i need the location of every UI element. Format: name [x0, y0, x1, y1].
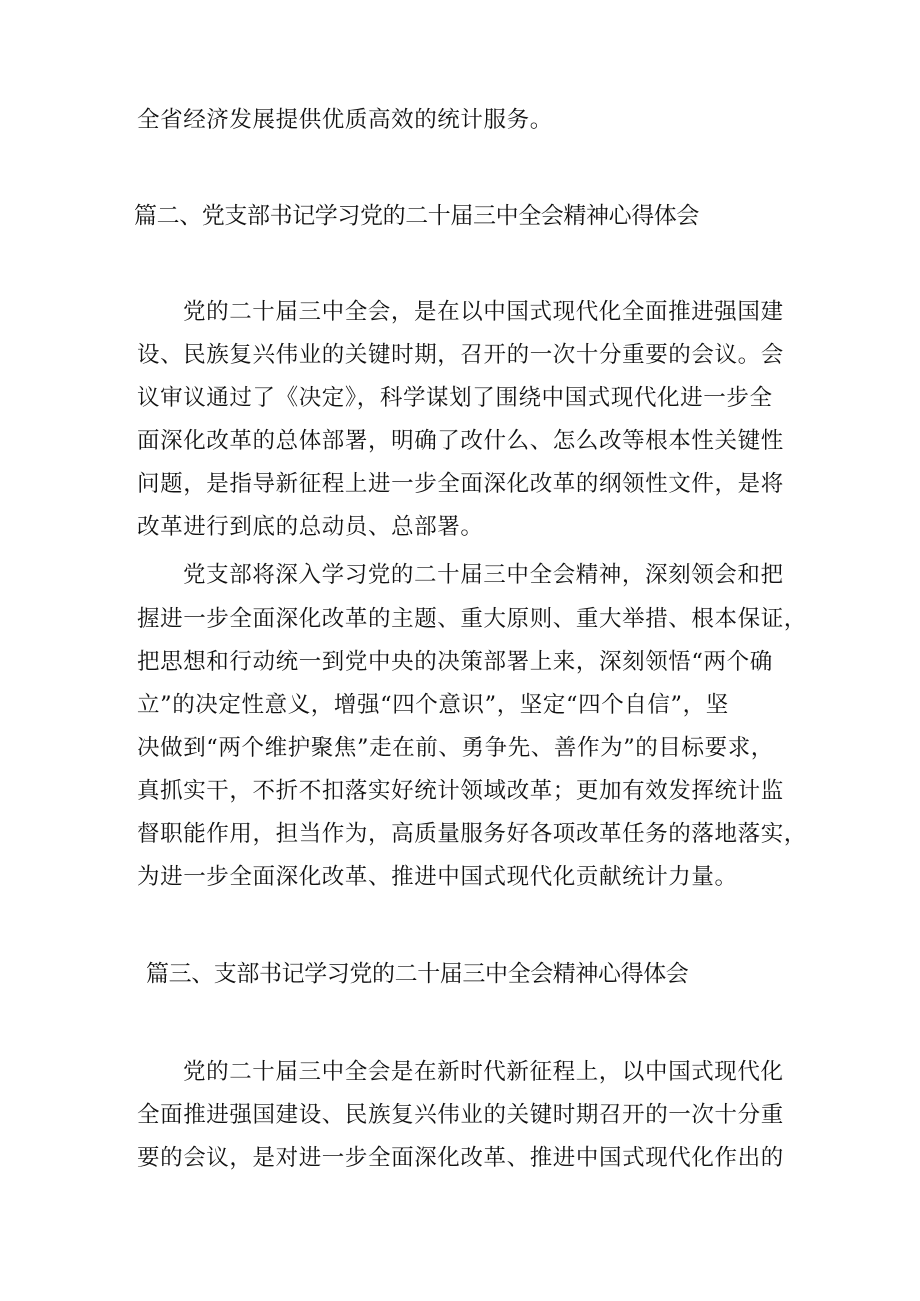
- paragraph-line: 党的二十届三中全会，是在以中国式现代化全面推进强国建: [183, 299, 784, 325]
- paragraph-line: 决做到“两个维护聚焦”走在前、勇争先、善作为”的目标要求，: [137, 735, 774, 761]
- paragraph-line: 党的二十届三中全会是在新时代新征程上，以中国式现代化: [183, 1059, 784, 1085]
- paragraph-line: 真抓实干，不折不扣落实好统计领域改革；更加有效发挥统计监: [137, 778, 784, 804]
- paragraph-line: 设、民族复兴伟业的关键时期，召开的一次十分重要的会议。会: [137, 342, 784, 368]
- paragraph-line: 全省经济发展提供优质高效的统计服务。: [137, 107, 553, 133]
- paragraph-line: 为进一步全面深化改革、推进中国式现代化贡献统计力量。: [137, 864, 738, 890]
- paragraph-line: 党支部将深入学习党的二十届三中全会精神，深刻领会和把: [183, 562, 784, 588]
- paragraph-line: 要的会议，是对进一步全面深化改革、推进中国式现代化作出的: [137, 1145, 784, 1171]
- paragraph-line: 督职能作用，担当作为，高质量服务好各项改革任务的落地落实，: [137, 821, 807, 847]
- section-heading: 篇二、党支部书记学习党的二十届三中全会精神心得体会: [134, 203, 700, 229]
- section-heading: 篇三、支部书记学习党的二十届三中全会精神心得体会: [146, 961, 689, 987]
- paragraph-line: 握进一步全面深化改革的主题、重大原则、重大举措、根本保证，: [137, 606, 807, 632]
- paragraph-line: 全面推进强国建设、民族复兴伟业的关键时期召开的一次十分重: [137, 1102, 784, 1128]
- paragraph-line: 问题，是指导新征程上进一步全面深化改革的纲领性文件，是将: [137, 471, 784, 497]
- paragraph-line: 面深化改革的总体部署，明确了改什么、怎么改等根本性关键性: [137, 428, 784, 454]
- paragraph-line: 把思想和行动统一到党中央的决策部署上来，深刻领悟“两个确: [137, 649, 773, 675]
- paragraph-line: 立”的决定性意义，增强“四个意识”，坚定“四个自信”，坚: [137, 692, 729, 718]
- paragraph-line: 议审议通过了《决定》，科学谋划了围绕中国式现代化进一步全: [137, 385, 773, 411]
- paragraph-line: 改革进行到底的总动员、总部署。: [137, 514, 484, 540]
